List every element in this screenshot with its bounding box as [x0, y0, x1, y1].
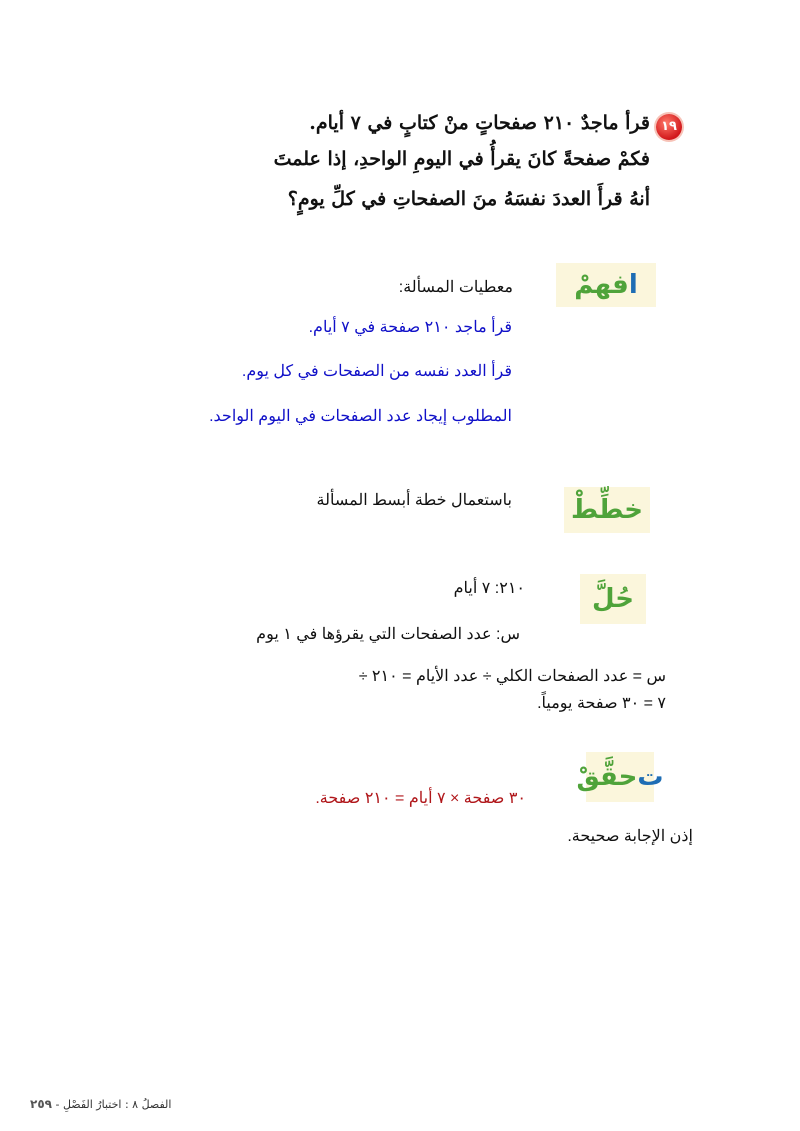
check-tag-label: حقَّقْ: [576, 762, 638, 792]
understand-line-3: المطلوب إيجاد عدد الصفحات في اليوم الواحد.: [209, 408, 512, 425]
understand-tag-bar: ا: [628, 270, 638, 300]
check-conclusion: إذن الإجابة صحيحة.: [567, 828, 693, 845]
solve-line-3: س = عدد الصفحات الكلي ÷ عدد الأيام = ٢١٠ ÷: [358, 668, 666, 685]
footer-chapter: الفصلُ ٨ : اختبارُ الفَصْلِ: [62, 1098, 172, 1111]
understand-heading: معطيات المسألة:: [398, 279, 513, 296]
check-line: ٣٠ صفحة × ٧ أيام = ٢١٠ صفحة.: [315, 790, 526, 807]
solve-tag-label: حُلَّ: [592, 584, 634, 614]
problem-line-1: قرأ ماجدٌ ٢١٠ صفحاتٍ منْ كتابٍ في ٧ أيام.: [309, 112, 650, 134]
solve-tag: [580, 574, 646, 624]
page-number: ٢٥٩: [30, 1097, 52, 1111]
solve-line-2: س: عدد الصفحات التي يقرؤها في ١ يوم: [256, 626, 520, 643]
plan-tag-label: خطِّطْ: [571, 495, 643, 525]
solve-line-1: ٢١٠: ٧ أيام: [453, 580, 525, 597]
understand-tag: [556, 263, 656, 307]
problem-line-2: فكمْ صفحةً كانَ يقرأُ في اليومِ الواحدِ، إذا علمتَ: [273, 148, 650, 170]
problem-line-3: أنهُ قرأَ العددَ نفسَهُ منَ الصفحاتِ في كلِّ يومٍ؟: [287, 188, 650, 210]
check-tag-bar: ت: [637, 762, 664, 792]
understand-tag-label: فهمْ: [574, 270, 629, 300]
understand-line-1: قرأ ماجد ٢١٠ صفحة في ٧ أيام.: [308, 319, 512, 336]
solve-line-4: ٧ = ٣٠ صفحة يومياً.: [537, 695, 666, 712]
plan-text: باستعمال خطة أبسط المسألة: [316, 492, 512, 509]
check-tag: [576, 752, 664, 802]
understand-line-2: قرأ العدد نفسه من الصفحات في كل يوم.: [241, 363, 512, 380]
page-footer: الفصلُ ٨ : اختبارُ الفَصْلِ - ٢٥٩: [30, 1097, 172, 1111]
plan-tag: [564, 487, 650, 533]
problem-number-badge: ١٩: [656, 114, 682, 140]
